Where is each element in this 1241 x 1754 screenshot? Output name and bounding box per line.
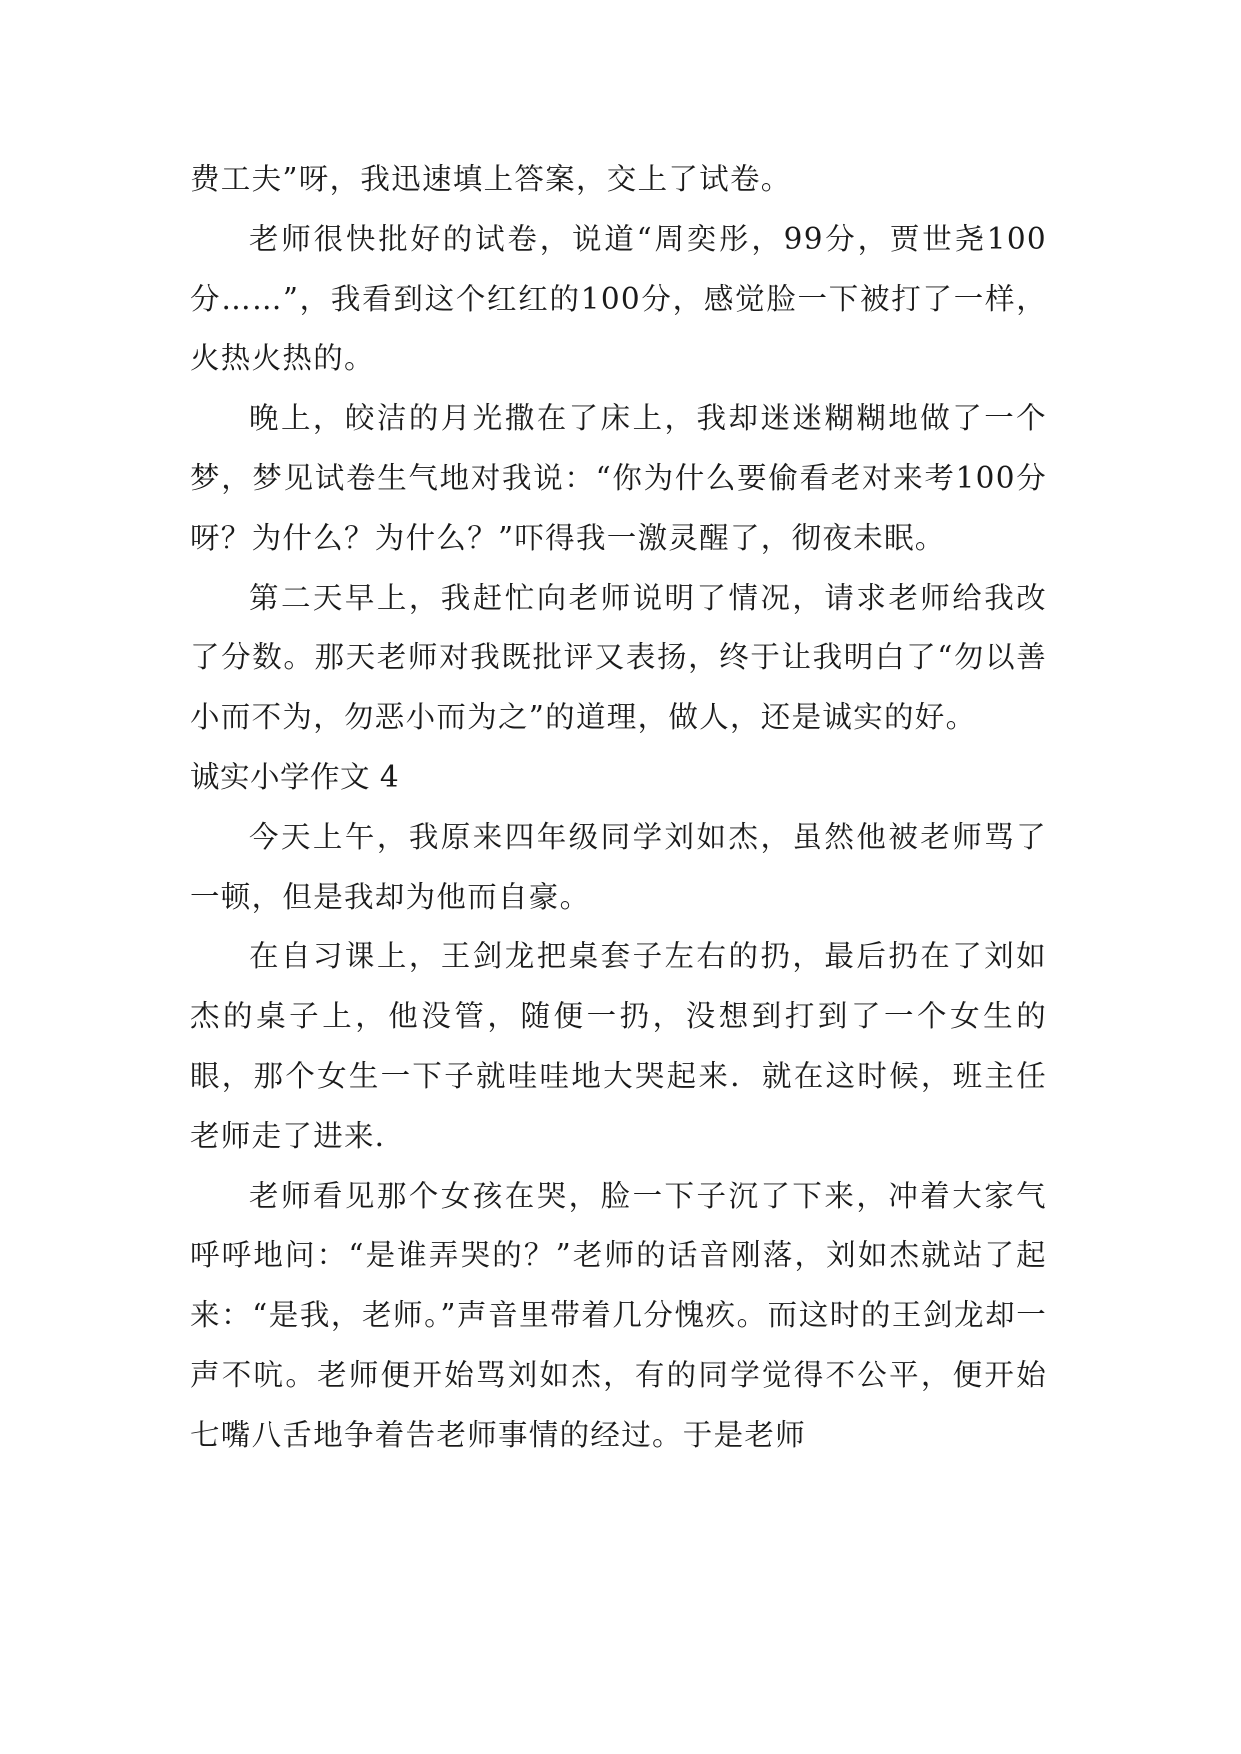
paragraph: 在自习课上，王剑龙把桌套子左右的扔，最后扔在了刘如杰的桌子上，他没管，随便一扔，没想到打到了一个女生的眼，那个女生一下子就哇哇地大哭起来．就在这时候，班主任老师走了进来． — [190, 939, 1047, 1153]
paragraph: 晚上，皎洁的月光撒在了床上，我却迷迷糊糊地做了一个梦，梦见试卷生气地对我说：“你为什么要偷看老对来考100分呀？为什么？为什么？”吓得我一激灵醒了，彻夜未眠。 — [190, 401, 1047, 555]
paragraph-continued: 费工夫”呀，我迅速填上答案，交上了试卷。 — [190, 162, 792, 196]
paragraph: 老师很快批好的试卷，说道“周奕彤，99分，贾世尧100分……”，我看到这个红红的100分，感觉脸一下被打了一样，火热火热的。 — [190, 221, 1047, 376]
section-heading: 诚实小学作文 4 — [190, 759, 400, 794]
document-body — [190, 150, 1047, 1466]
paragraph: 老师看见那个女孩在哭，脸一下子沉了下来，冲着大家气呼呼地问：“是谁弄哭的？”老师的话音刚落，刘如杰就站了起来：“是我，老师。”声音里带着几分愧疚。而这时的王剑龙却一声不吭。老师便开始骂刘如杰，有的同学觉得不公平，便开始七嘴八舌地争着告老师事情的经过。于是老师 — [190, 1178, 1047, 1452]
paragraph: 第二天早上，我赶忙向老师说明了情况，请求老师给我改了分数。那天老师对我既批评又表扬，终于让我明白了“勿以善小而不为，勿恶小而为之”的道理，做人，还是诚实的好。 — [190, 580, 1047, 735]
paragraph: 今天上午，我原来四年级同学刘如杰，虽然他被老师骂了一顿，但是我却为他而自豪。 — [190, 819, 1047, 914]
